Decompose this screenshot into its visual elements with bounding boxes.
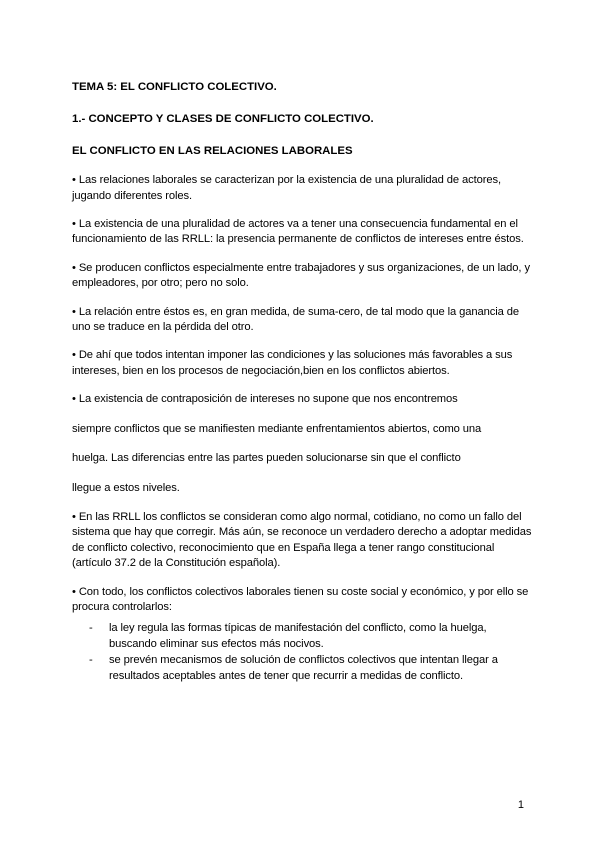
paragraph: • Las relaciones laborales se caracterizan por la existencia de una pluralidad de actores, jugando diferentes roles. xyxy=(72,174,501,202)
paragraph: • La relación entre éstos es, en gran medida, de suma-cero, de tal modo que la ganancia de uno se traduce en la pérdida del otro. xyxy=(72,305,520,334)
document-title: TEMA 5: EL CONFLICTO COLECTIVO. xyxy=(72,81,277,93)
subsection-heading: EL CONFLICTO EN LAS RELACIONES LABORALES xyxy=(72,144,353,157)
list-item-text: la ley regula las formas típicas de manifestación del conflicto, como la huelga, buscando eliminar sus efectos más nocivos. xyxy=(109,622,487,650)
document-body xyxy=(72,80,532,685)
paragraph: • La existencia de contraposición de intereses no supone que nos encontremos xyxy=(72,393,458,406)
list-item xyxy=(72,621,532,652)
list-item-text: se prevén mecanismos de solución de conflictos colectivos que intentan llegar a resultados aceptables antes de tener que recurrir a medidas de conflicto. xyxy=(109,654,498,682)
section-heading: 1.- CONCEPTO Y CLASES DE CONFLICTO COLECTIVO. xyxy=(72,113,374,126)
paragraph: • En las RRLL los conflictos se consideran como algo normal, cotidiano, no como un fallo del sistema que hay que corregir. Más aún, se reconoce un verdadero derecho a adoptar medidas de conflicto colectivo, reconocimiento que en España llega a tener rango constitucional (artículo 37.2 de la Constitución española). xyxy=(72,510,532,570)
page-number: 1 xyxy=(517,799,524,811)
paragraph: • De ahí que todos intentan imponer las condiciones y las soluciones más favorables a sus intereses, bien en los procesos de negociación,bien en los conflictos abiertos. xyxy=(72,349,513,377)
list-item xyxy=(72,653,532,684)
list-marker: - xyxy=(89,622,93,635)
paragraph: • La existencia de una pluralidad de actores va a tener una consecuencia fundamental en el funcionamiento de las RRLL: la presencia permanente de conflictos de intereses entre éstos. xyxy=(72,218,524,246)
continuation-line: siempre conflictos que se manifiesten mediante enfrentamientos abiertos, como una xyxy=(72,422,482,435)
continuation-line: llegue a estos niveles. xyxy=(72,481,180,494)
list-marker: - xyxy=(89,654,93,667)
continuation-line: huelga. Las diferencias entre las partes pueden solucionarse sin que el conflicto xyxy=(72,452,461,465)
paragraph: • Con todo, los conflictos colectivos laborales tienen su coste social y económico, y por ello se procura controlarlos: xyxy=(72,585,529,613)
sub-item-list xyxy=(72,621,532,684)
paragraph: • Se producen conflictos especialmente entre trabajadores y sus organizaciones, de un lado, y empleadores, por otro; pero no solo. xyxy=(72,261,530,290)
